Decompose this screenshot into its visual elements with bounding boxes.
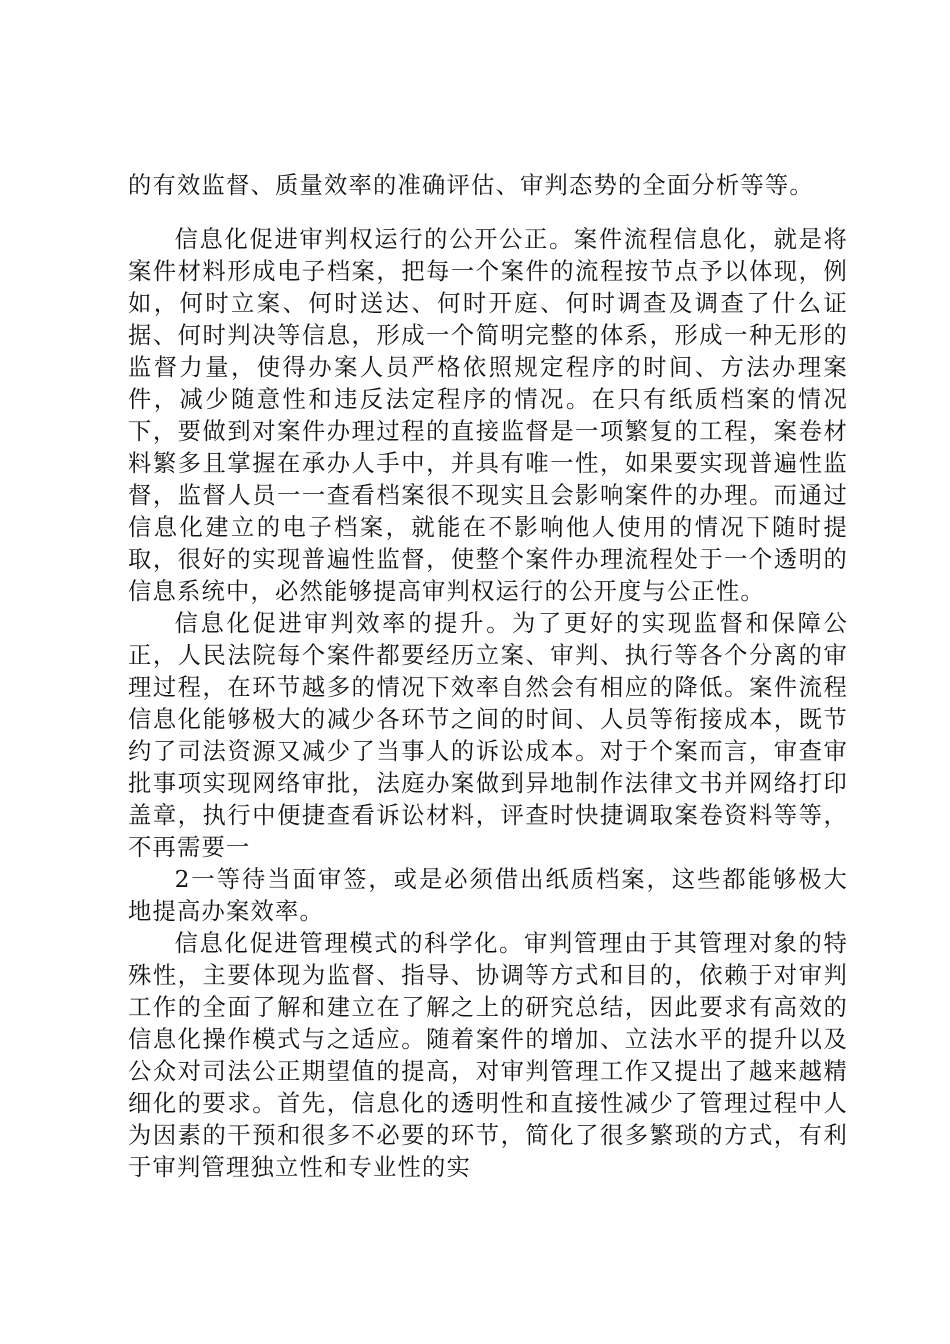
- paragraph-management-model: 信息化促进管理模式的科学化。审判管理由于其管理对象的特殊性，主要体现为监督、指导、协调等方式和目的，依赖于对审判工作的全面了解和建立在了解之上的研究总结，因此要求有高效的信息化操作模式与之适应。随着案件的增加、立法水平的提升以及公众对司法公正期望值的提高，对审判管理工作又提出了越来越精细化的要求。首先，信息化的透明性和直接性减少了管理过程中人为因素的干预和很多不必要的环节，简化了很多繁琐的方式，有利于审判管理独立性和专业性的实: [128, 930, 848, 1181]
- paragraph-efficiency: 信息化促进审判效率的提升。为了更好的实现监督和保障公正，人民法院每个案件都要经历立案、审判、执行等各个分离的审理过程，在环节越多的情况下效率自然会有相应的降低。案件流程信息化能够极大的减少各环节之间的时间、人员等衔接成本，既节约了司法资源又减少了当事人的诉讼成本。对于个案而言，审查审批事项实现网络审批，法庭办案做到异地制作法律文书并网络打印盖章，执行中便捷查看诉讼材料，评查时快捷调取案卷资料等等，不再需要一: [128, 610, 848, 861]
- paragraph-gap: [128, 202, 848, 224]
- paragraph-efficiency-continued: 2一等待当面审签，或是必须借出纸质档案，这些都能够极大地提高办案效率。: [128, 866, 848, 925]
- paragraph-continuation: 的有效监督、质量效率的准确评估、审判态势的全面分析等等。: [128, 172, 814, 199]
- document-page: [128, 170, 848, 1184]
- paragraph-openness-fairness: 信息化促进审判权运行的公开公正。案件流程信息化，就是将案件材料形成电子档案，把每一个案件的流程按节点予以体现，例如，何时立案、何时送达、何时开庭、何时调查及调查了什么证据、何时判决等信息，形成一个简明完整的体系，形成一种无形的监督力量，使得办案人员严格依照规定程序的时间、方法办理案件，减少随意性和违反法定程序的情况。在只有纸质档案的情况下，要做到对案件办理过程的直接监督是一项繁复的工程，案卷材料繁多且掌握在承办人手中，并具有唯一性，如果要实现普遍性监督，监督人员一一查看档案很不现实且会影响案件的办理。而通过信息化建立的电子档案，就能在不影响他人使用的情况下随时提取，很好的实现普遍性监督，使整个案件办理流程处于一个透明的信息系统中，必然能够提高审判权运行的公开度与公正性。: [128, 226, 848, 605]
